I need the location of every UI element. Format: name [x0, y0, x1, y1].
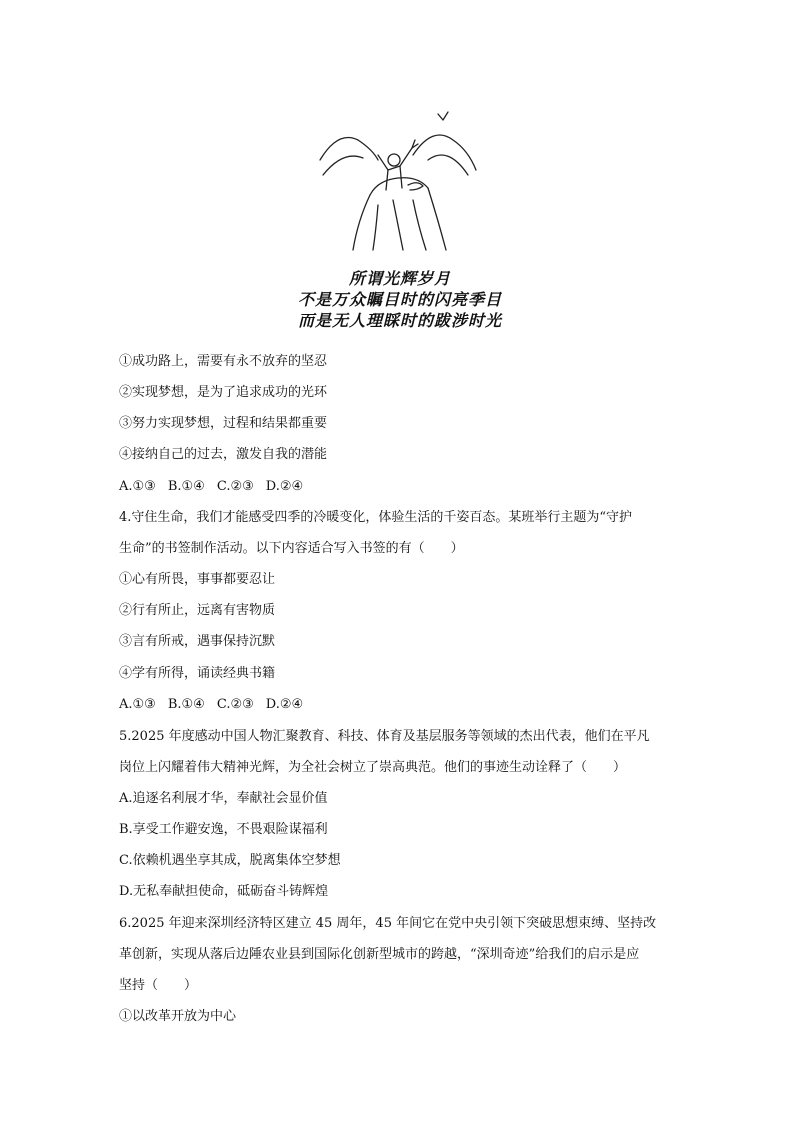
- q5-choice-d: D.无私奉献担使命，砥砺奋斗铸辉煌: [119, 884, 329, 899]
- q3-option-a: A.①③: [119, 479, 156, 494]
- q5-stem-line-2: 岗位上闪耀着伟大精神光辉，为全社会树立了崇高典范。他们的事迹生动诠释了（ ）: [119, 760, 627, 775]
- mountain-climber-illustration: [318, 100, 478, 260]
- q6-item-1: ①以改革开放为中心: [119, 1009, 237, 1024]
- caption-line-1: 所谓光辉岁月: [348, 269, 451, 288]
- q3-item-3: ③努力实现梦想，过程和结果都重要: [119, 416, 328, 431]
- q3-item-1: ①成功路上，需要有永不放弃的坚忍: [119, 354, 328, 369]
- q4-option-c: C.②③: [216, 697, 254, 712]
- illustration-caption: [260, 268, 540, 331]
- q3-option-c: C.②③: [216, 479, 254, 494]
- q4-option-d: D.②④: [265, 697, 304, 712]
- q6-stem-line-2: 革创新，实现从落后边陲农业县到国际化创新型城市的跨越，“深圳奇迹”给我们的启示是应: [119, 947, 640, 962]
- q4-stem-line-2: 生命”的书签制作活动。以下内容适合写入书签的有（ ）: [119, 541, 464, 556]
- q3-option-d: D.②④: [265, 479, 304, 494]
- q6-stem-line-1: 6.2025 年迎来深圳经济特区建立 45 周年，45 年间它在党中央引领下突破思想束缚、坚持改: [119, 916, 657, 931]
- q5-choice-b: B.享受工作避安逸，不畏艰险谋福利: [119, 822, 328, 837]
- q4-stem-line-1: 4.守住生命，我们才能感受四季的冷暖变化，体验生活的千姿百态。某班举行主题为“守护: [119, 510, 633, 525]
- q5-stem-line-1: 5.2025 年度感动中国人物汇聚教育、科技、体育及基层服务等领域的杰出代表，他们在平凡: [119, 729, 650, 744]
- q5-choice-c: C.依赖机遇坐享其成，脱离集体空梦想: [119, 853, 341, 868]
- q4-option-b: B.①④: [167, 697, 205, 712]
- q4-item-3: ③言有所戒，遇事保持沉默: [119, 634, 276, 649]
- q3-option-b: B.①④: [167, 479, 205, 494]
- q3-options: [119, 479, 315, 495]
- q4-options: [119, 697, 315, 713]
- q4-item-4: ④学有所得，诵读经典书籍: [119, 666, 276, 681]
- q3-item-2: ②实现梦想，是为了追求成功的光环: [119, 385, 328, 400]
- caption-line-3: 而是无人理睬时的跋涉时光: [297, 311, 502, 330]
- q6-stem-line-3: 坚持（ ）: [119, 978, 198, 993]
- q5-choice-a: A.追逐名利展才华，奉献社会显价值: [119, 791, 328, 806]
- q4-item-1: ①心有所畏，事事都要忍让: [119, 572, 276, 587]
- q4-item-2: ②行有所止，远离有害物质: [119, 603, 276, 618]
- q4-option-a: A.①③: [119, 697, 156, 712]
- q3-item-4: ④接纳自己的过去，激发自我的潜能: [119, 447, 328, 462]
- caption-line-2: 不是万众瞩目时的闪亮季目: [297, 290, 502, 309]
